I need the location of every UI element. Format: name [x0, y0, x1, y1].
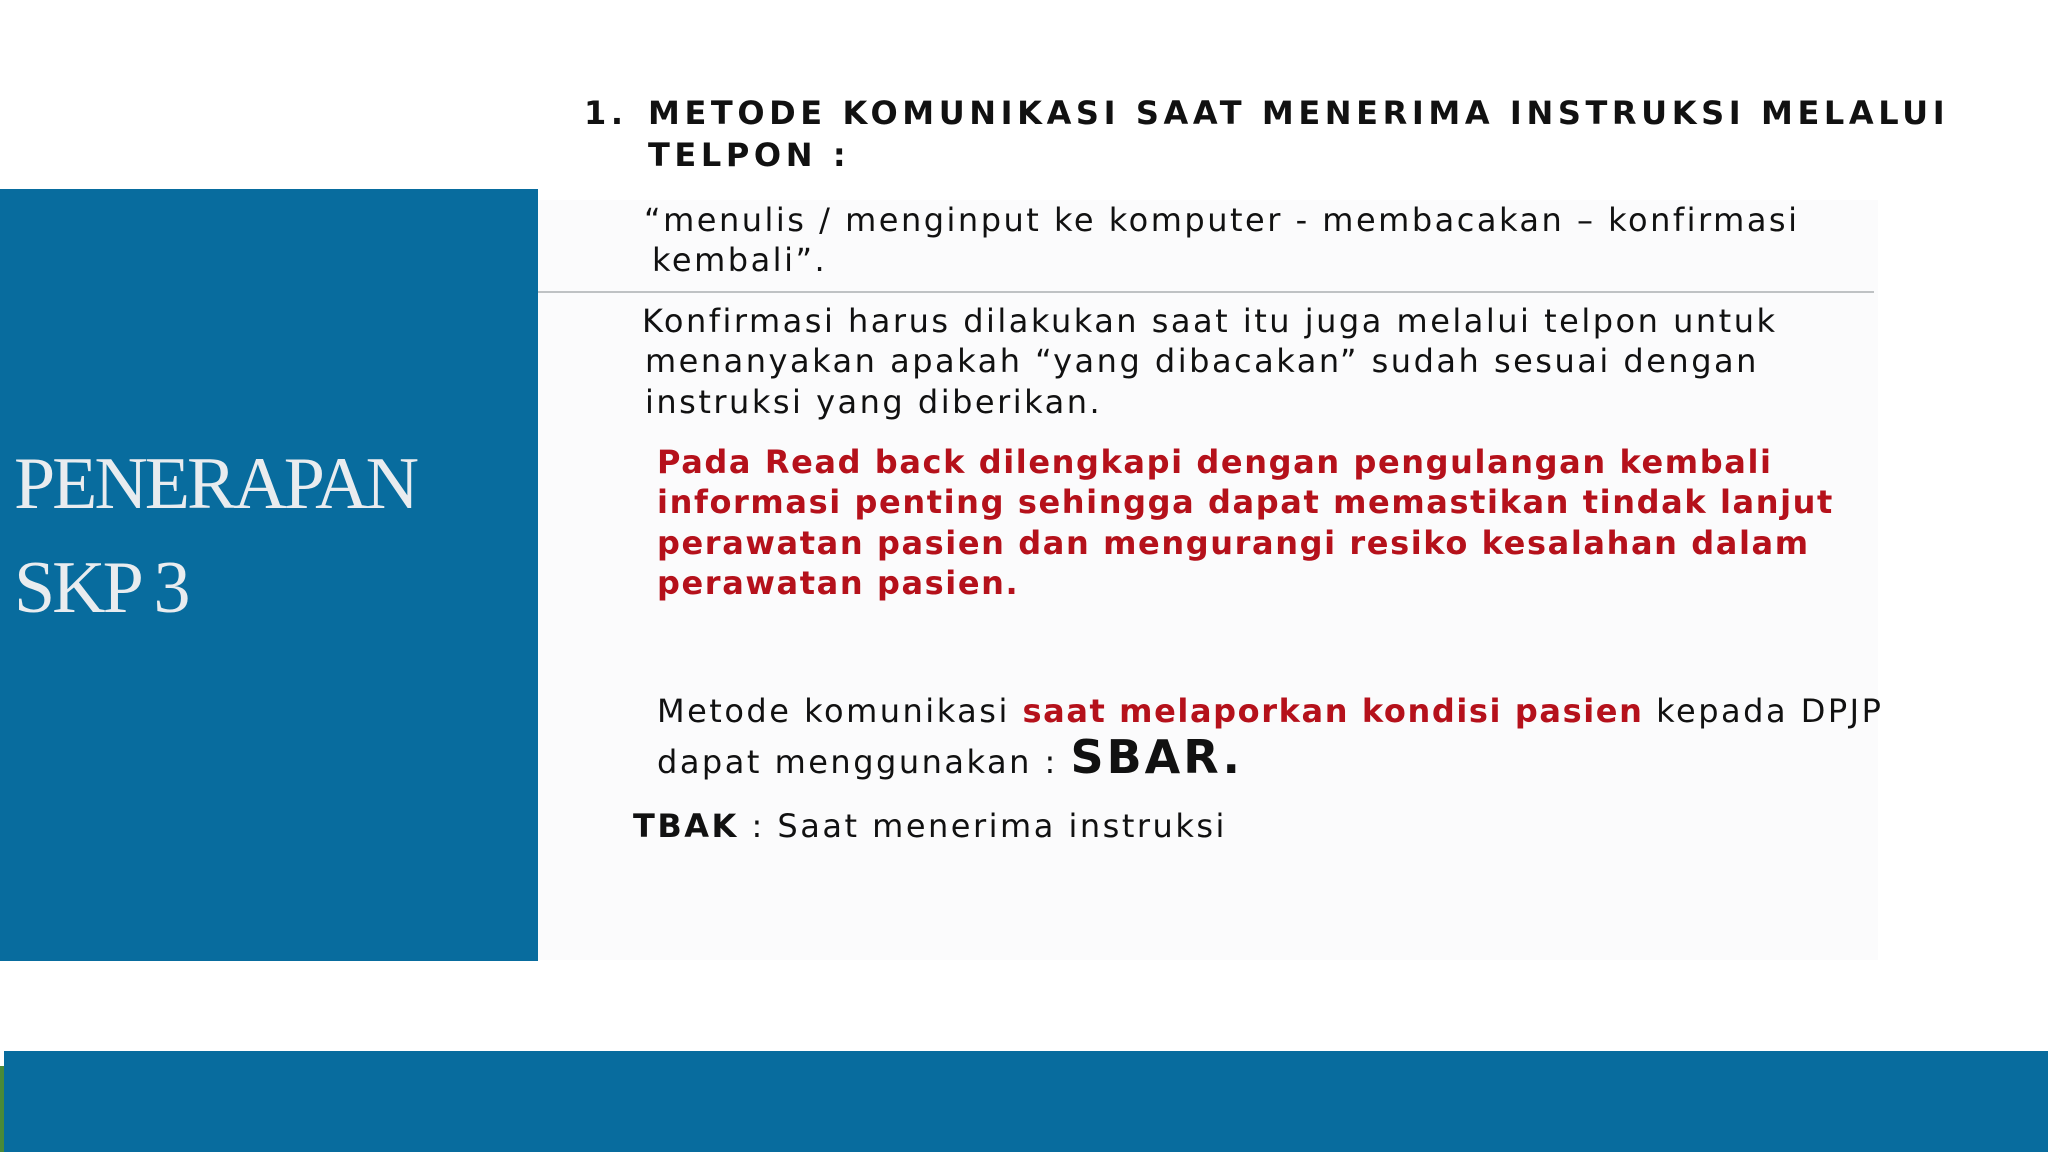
report-suffix: kepada DPJP: [1643, 692, 1884, 730]
tbak-label: TBAK: [633, 807, 739, 845]
confirm-line-3: instruksi yang diberikan.: [645, 383, 1103, 421]
report-prefix: Metode komunikasi: [657, 692, 1023, 730]
section-number: 1.: [584, 94, 628, 132]
divider-line: [538, 291, 1874, 293]
confirm-line-2: menanyakan apakah “yang dibacakan” sudah sesuai dengan: [645, 342, 1759, 380]
quote-line-1: “menulis / menginput ke komputer - membacakan – konfirmasi: [644, 201, 1800, 239]
slide-title: [14, 432, 534, 640]
report-line-1: [657, 691, 1883, 731]
slide-title-line-1: PENERAPAN: [14, 443, 417, 525]
readback-line-3: perawatan pasien dan mengurangi resiko kesalahan dalam: [657, 524, 1810, 562]
sbar-label: SBAR.: [1070, 730, 1244, 784]
tbak-text: : Saat menerima instruksi: [738, 807, 1227, 845]
slide-title-line-2: SKP 3: [14, 547, 188, 629]
footer-accent: [0, 1066, 4, 1152]
confirm-line-1: Konfirmasi harus dilakukan saat itu juga melalui telpon untuk: [642, 302, 1778, 340]
report-line-2-prefix: dapat menggunakan :: [657, 743, 1071, 781]
section-heading-line-2: TELPON :: [648, 136, 851, 174]
readback-line-4: perawatan pasien.: [657, 564, 1020, 602]
readback-line-1: Pada Read back dilengkapi dengan pengulangan kembali: [657, 443, 1773, 481]
report-line-2: [657, 730, 1244, 784]
readback-line-2: informasi penting sehingga dapat memastikan tindak lanjut: [657, 483, 1834, 521]
report-highlight: saat melaporkan kondisi pasien: [1022, 692, 1644, 730]
tbak-line: [633, 806, 1227, 846]
quote-line-2: kembali”.: [652, 241, 828, 279]
footer-bar: [4, 1051, 2048, 1152]
section-heading-line-1: METODE KOMUNIKASI SAAT MENERIMA INSTRUKSI MELALUI: [648, 94, 1950, 132]
